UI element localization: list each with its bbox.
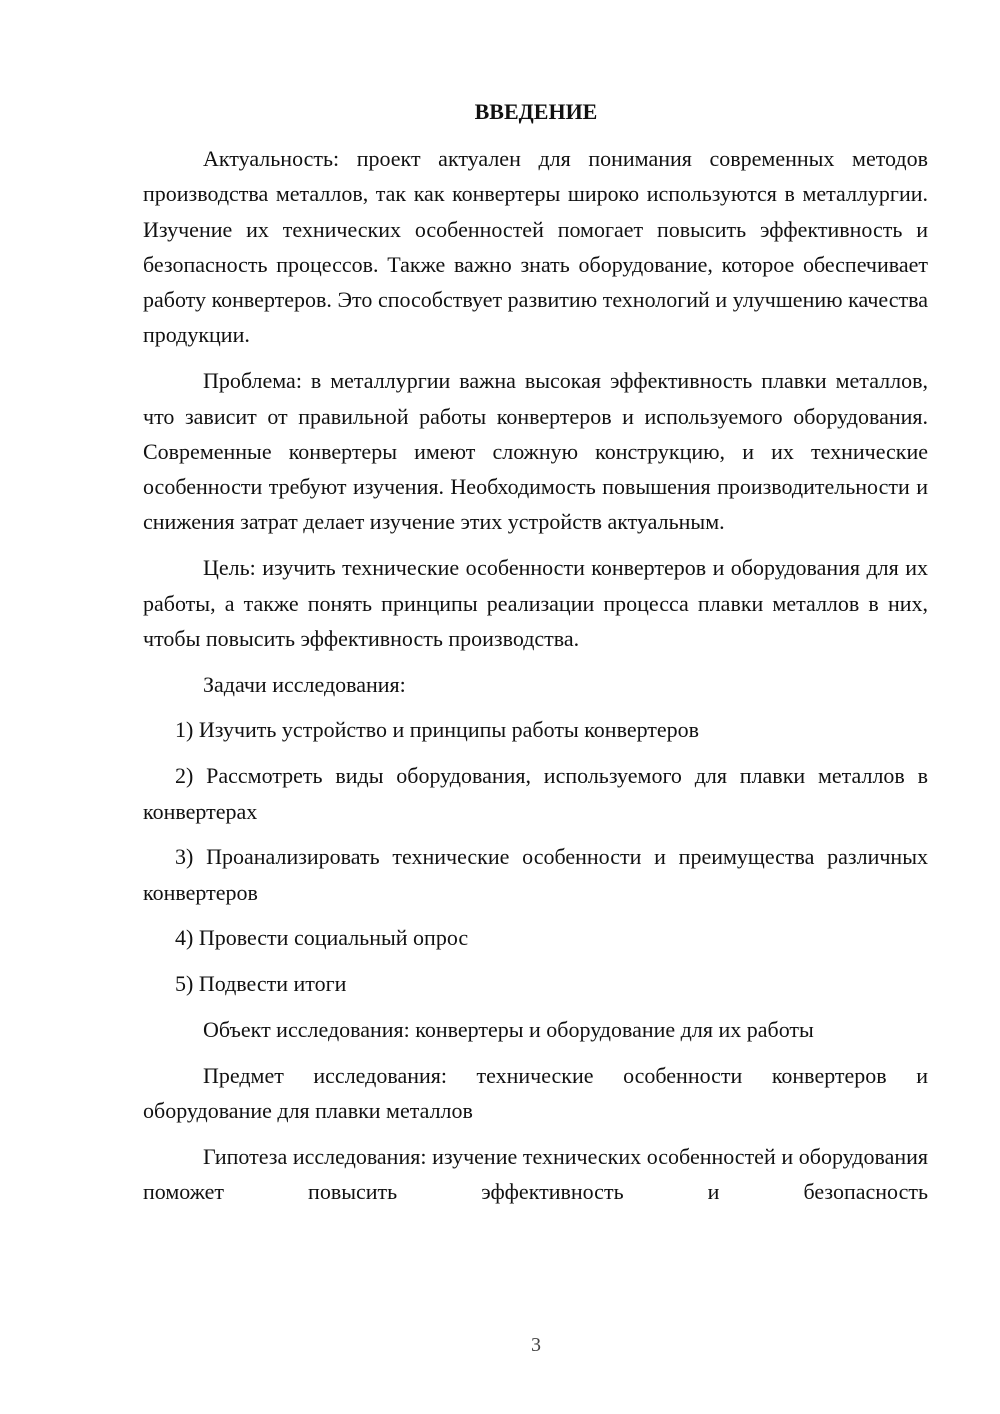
problem-paragraph: Проблема: в металлургии важна высокая эффективность плавки металлов, что зависит от правильной работы конвертеров и используемого оборудования. Современные конвертеры имеют сложную конструкцию, и их технические особенности требуют изучения. Необходимость повышения производительности и снижения затрат делает изучение этих устройств актуальным. [143,368,928,535]
object-paragraph: Объект исследования: конвертеры и оборудование для их работы [203,1017,814,1043]
hypothesis-paragraph: Гипотеза исследования: изучение технических особенностей и оборудования поможет повысить эффективность и безопасность [143,1143,928,1205]
subject-paragraph: Предмет исследования: технические особенности конвертеров и оборудование для плавки металлов [143,1062,928,1124]
task-item-5: 5) Подвести итоги [175,971,347,997]
relevance-paragraph: Актуальность: проект актуален для понимания современных методов производства металлов, так как конвертеры широко используются в металлургии. Изучение их технических особенностей помогает повысить эффективность и безопасность процессов. Также важно знать оборудование, которое обеспечивает работу конвертеров. Это способствует развитию технологий и улучшению качества продукции. [143,146,928,348]
goal-paragraph: Цель: изучить технические особенности конвертеров и оборудования для их работы, а также понять принципы реализации процесса плавки металлов в них, чтобы повысить эффективность производства. [143,555,928,651]
section-heading: ВВЕДЕНИЕ [474,99,598,124]
body-text [143,141,928,1220]
task-item-3: 3) Проанализировать технические особенности и преимущества различных конвертеров [143,844,928,905]
page-number: 3 [531,1334,541,1356]
task-item-4: 4) Провести социальный опрос [175,925,469,951]
task-item-2: 2) Рассмотреть виды оборудования, используемого для плавки металлов в конвертерах [143,763,928,824]
tasks-heading: Задачи исследования: [203,671,406,697]
task-item-1: 1) Изучить устройство и принципы работы конвертеров [175,717,700,743]
